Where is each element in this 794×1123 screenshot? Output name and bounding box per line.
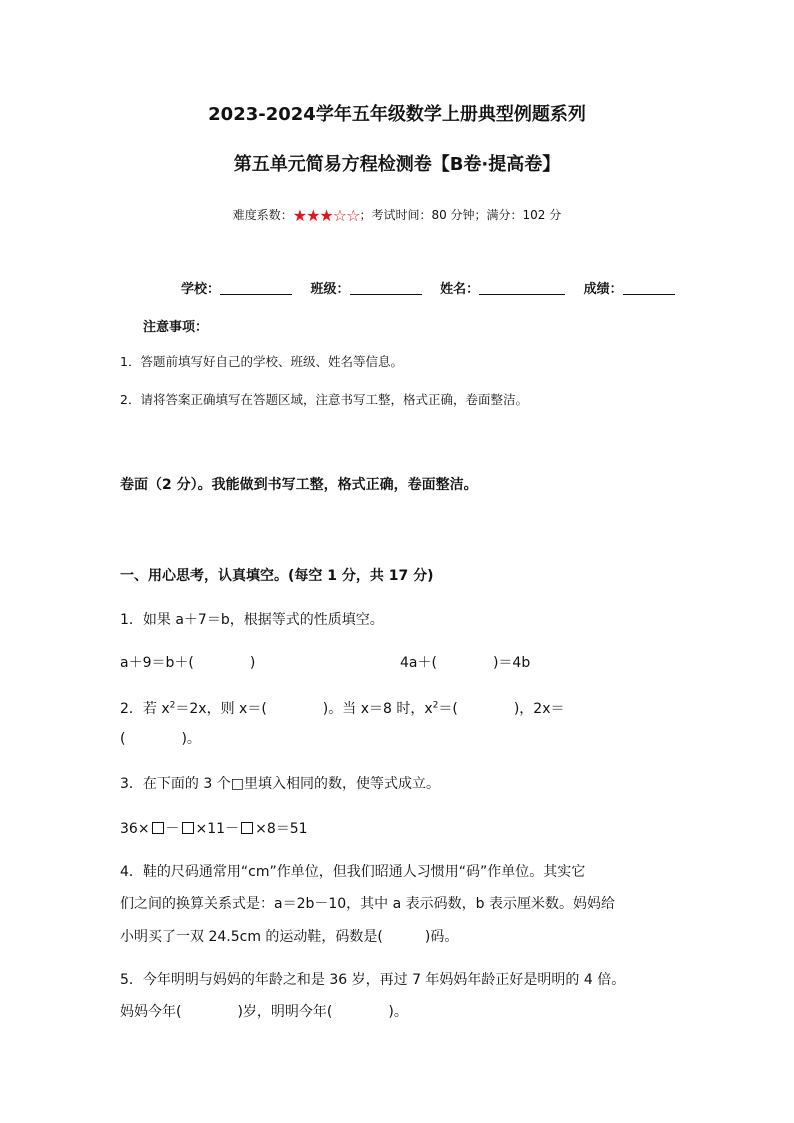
notice-title: 注意事项：	[143, 320, 209, 335]
school-blank[interactable]	[220, 282, 292, 295]
question-4-line-3: 小明买了一双 24.5cm 的运动鞋，码数是( )码。	[120, 929, 459, 945]
name-label: 姓名：	[440, 282, 480, 297]
score-label: 成绩：	[583, 282, 623, 297]
question-5-line-2: 妈妈今年( )岁，明明今年( )。	[120, 1004, 408, 1020]
star-empty-icon: ☆	[346, 206, 360, 225]
question-4-line-1: 4．鞋的尺码通常用“cm”作单位，但我们昭通人习惯用“码”作单位。其实它	[120, 864, 586, 880]
class-blank[interactable]	[350, 282, 422, 295]
star-filled-icon: ★	[306, 206, 320, 225]
question-1-left: a＋9＝b＋( )	[120, 655, 256, 671]
name-blank[interactable]	[479, 282, 565, 295]
difficulty-label: 难度系数：	[232, 208, 293, 222]
question-2-part-2: ＝2x，则 x＝( )。当 x＝8 时，x	[175, 701, 433, 717]
exponent-2: 2	[169, 700, 176, 711]
exam-time-and-score: ；考试时间：80 分钟；满分：102 分	[359, 208, 562, 222]
question-1-stem: 1．如果 a＋7＝b，根据等式的性质填空。	[120, 612, 384, 628]
title-line-1: 2023-2024学年五年级数学上册典型例题系列	[208, 104, 586, 125]
expr-part: ×11－	[195, 821, 240, 837]
expr-part: ×8＝51	[255, 821, 308, 837]
title-line-2: 第五单元简易方程检测卷【B卷·提高卷】	[233, 154, 561, 175]
star-empty-icon: ☆	[332, 206, 347, 225]
notice-item-2: 2．请将答案正确填写在答题区域，注意书写工整，格式正确，卷面整洁。	[120, 392, 528, 407]
question-3-stem: 3．在下面的 3 个□里填入相同的数，使等式成立。	[120, 776, 440, 792]
expr-part: －	[165, 821, 180, 837]
section-1-heading: 一、用心思考，认真填空。(每空 1 分，共 17 分)	[120, 568, 434, 584]
question-3-expression	[120, 818, 308, 838]
school-field	[181, 278, 292, 297]
student-info-fields	[181, 278, 689, 297]
question-2-line-2: ( )。	[120, 731, 201, 747]
star-filled-icon: ★	[292, 206, 307, 225]
score-field	[584, 278, 675, 297]
class-label: 班级：	[310, 282, 350, 297]
question-2-part-3: ＝( )，2x＝	[438, 701, 565, 717]
question-2-part-1: 2．若 x	[120, 701, 170, 717]
expr-part: 36×	[120, 821, 150, 837]
school-label: 学校：	[181, 282, 221, 297]
class-field	[311, 278, 422, 297]
score-blank[interactable]	[623, 282, 675, 295]
question-1-right: 4a＋( )＝4b	[400, 655, 531, 671]
answer-box[interactable]	[182, 822, 194, 834]
exam-meta	[0, 206, 794, 225]
question-5-line-1: 5．今年明明与妈妈的年龄之和是 36 岁，再过 7 年妈妈年龄正好是明明的 4 倍。	[120, 972, 626, 988]
exponent-2: 2	[432, 700, 439, 711]
question-2-line-1	[120, 698, 564, 718]
star-filled-icon: ★	[319, 206, 333, 225]
neatness-statement: 卷面（2 分）。我能做到书写工整，格式正确，卷面整洁。	[120, 477, 478, 493]
answer-box[interactable]	[241, 822, 253, 834]
name-field	[440, 278, 565, 297]
difficulty-stars	[293, 206, 360, 225]
notice-item-1: 1．答题前填写好自己的学校、班级、姓名等信息。	[120, 354, 403, 369]
question-4-line-2: 们之间的换算关系式是：a＝2b－10，其中 a 表示码数，b 表示厘米数。妈妈给	[120, 896, 616, 912]
answer-box[interactable]	[152, 822, 164, 834]
